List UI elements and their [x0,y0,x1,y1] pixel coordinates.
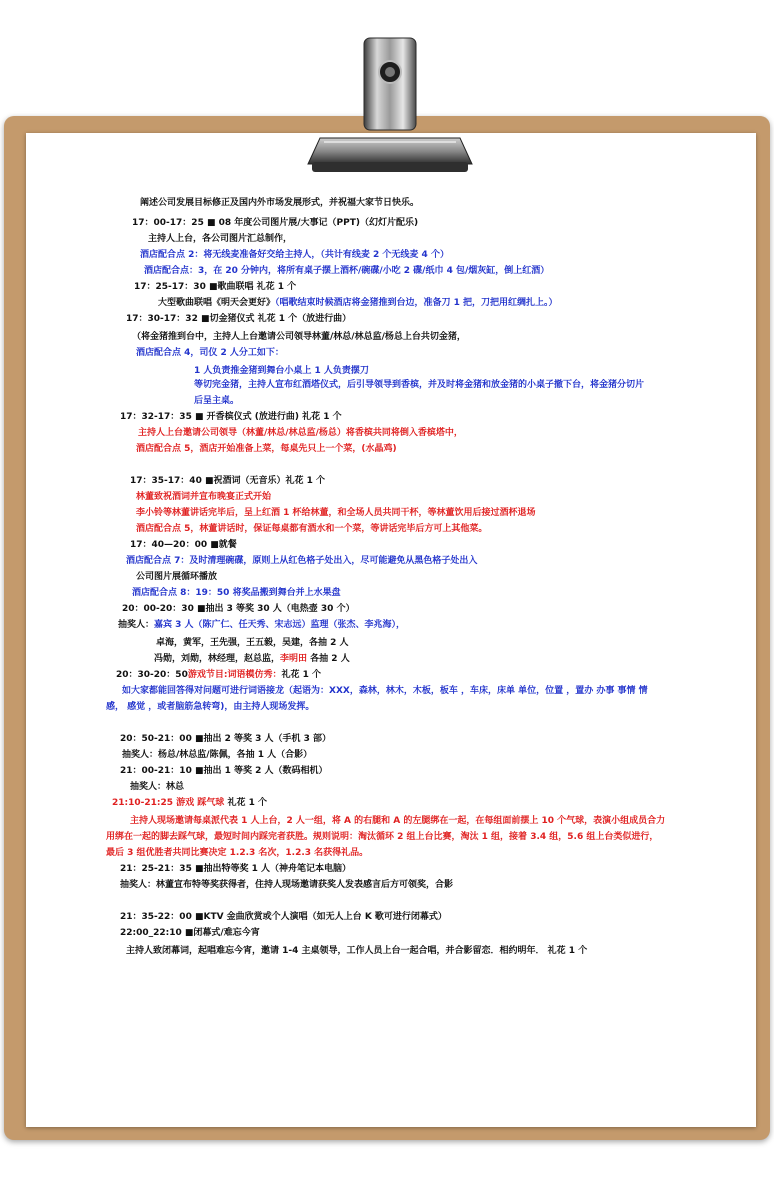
text-line: 酒店配合点 2：将无线麦准备好交给主持人，（共计有线麦 2 个无线麦 4 个） [140,250,449,260]
text-line [116,669,321,681]
text-line: 17：25-17：30 ■歌曲联唱 礼花 1 个 [134,282,297,292]
text-line: 后呈主桌。 [194,396,240,406]
text-line: 17：40—20：00 ■就餐 [130,540,237,550]
text-line: 21：00-21：10 ■抽出 1 等奖 2 人（数码相机） [120,766,328,776]
text-line: 最后 3 组优胜者共同比赛决定 1.2.3 名次，1.2.3 名获得礼品。 [106,848,369,858]
binder-clip-icon [300,30,480,180]
text-line: 酒店配合点 7：及时清理碗碟，原则上从红色格子处出入，尽可能避免从黑色格子处出入 [126,556,478,566]
text-segment: 冯勋，刘勋，林经理，赵总监， [154,654,281,664]
text-line: 林董致祝酒词并宣布晚宴正式开始 [136,492,272,502]
text-segment: 礼花 1 个 [224,798,267,808]
text-line [112,797,267,809]
text-line: 21：25-21：35 ■抽出特等奖 1 人（神舟笔记本电脑） [120,864,351,874]
text-line: 阐述公司发展目标修正及国内外市场发展形式，并祝福大家节日快乐。 [140,198,420,208]
paper-sheet [26,133,756,1127]
text-line: 17：00-17：25 ■ 08 年度公司图片展/大事记（PPT)（幻灯片配乐) [132,218,419,228]
text-line [118,619,405,631]
text-line: （将金猪推到台中，主持人上台邀请公司领导林董/林总/林总监/杨总上台共切金猪， [132,332,466,342]
text-segment: 抽奖人： [118,620,155,630]
text-line: 酒店配合点 5，林董讲话时，保证每桌都有酒水和一个菜，等讲话完毕后方可上其他菜。 [136,524,488,534]
text-segment-highlight: 21:10-21:25 游戏 踩气球 [112,798,225,808]
text-line: 17：35-17：40 ■祝酒词（无音乐）礼花 1 个 [130,476,325,486]
text-line: 主持人上台邀请公司领导（林董/林总/林总监/杨总）将香槟共同将倒入香槟塔中， [138,428,463,438]
text-line: 李小铃等林董讲话完毕后，呈上红酒 1 杯给林董，和全场人员共同干杯，等林董饮用后接过酒杯退场 [136,508,536,518]
text-line [158,297,558,309]
text-segment: 礼花 1 个 [281,670,321,680]
text-line: 22:00_22:10 ■闭幕式/难忘今宵 [120,928,260,938]
text-line: 用绑在一起的脚去踩气球，最短时间内踩完者获胜。规则说明：淘汰循环 2 组上台比赛，淘汰 1 组，接着 3.4 组，5.6 组上台类似进行， [106,832,659,842]
text-segment: 各抽 2 人 [307,654,350,664]
text-line: 公司图片展循环播放 [136,572,218,582]
text-segment-highlight: 嘉宾 3 人（陈广仁、任天秀、宋志远）监理（张杰、李兆海）， [154,620,406,630]
text-line: 酒店配合点 5，酒店开始准备上菜，每桌先只上一个菜，(水晶鸡) [136,444,397,454]
text-segment: 20：30-20：50 [116,670,188,680]
text-segment-highlight: （唱歌结束时候酒店将金猪推到台边，准备刀 1 把，刀把用红绸扎上。） [275,298,558,308]
text-line: 卓海，黄军，王先强，王五毅，吴建，各抽 2 人 [156,638,349,648]
text-line [154,653,350,665]
text-line: 17：32-17：35 ■ 开香槟仪式 (放进行曲) 礼花 1 个 [120,412,342,422]
text-line: 20：00-20：30 ■抽出 3 等奖 30 人（电热壶 30 个） [122,604,355,614]
text-line: 如大家都能回答得对问题可进行词语接龙（起语为：XXX，森林，林木，木板，板车 ，车床，床单 单位，位置 ，置办 办事 事情 情 [122,686,648,696]
text-line: 21：35-22：00 ■KTV 金曲欣赏或个人演唱（如无人上台 K 歌可进行闭幕式） [120,912,447,922]
text-line: 感， 感觉 ，或者脑筋急转弯)，由主持人现场发挥。 [106,702,315,712]
text-line: 20：50-21：00 ■抽出 2 等奖 3 人（手机 3 部） [120,734,332,744]
text-line: 主持人现场邀请每桌派代表 1 人上台，2 人一组，将 A 的右腿和 A 的左腿绑在一起，在每组面前摆上 10 个气球，表演小组成员合力 [130,816,666,826]
text-segment: 大型歌曲联唱《明天会更好》 [158,298,276,308]
text-line: 1 人负责推金猪到舞台小桌上 1 人负责摆刀 [194,366,369,376]
text-line: 酒店配合点：3，在 20 分钟内，将所有桌子摆上酒杯/碗碟/小吃 2 碟/纸巾 4 包/烟灰缸，倒上红酒） [144,266,550,276]
text-line: 等切完金猪，主持人宣布红酒塔仪式，后引导领导到香槟，并及时将金猪和放金猪的小桌子撤下台，将金猪分切片 [194,380,645,390]
text-line: 抽奖人：林总 [130,782,185,792]
text-line: 抽奖人：林董宣布特等奖获得者，住持人现场邀请获奖人发表感言后方可领奖，合影 [120,880,454,890]
text-line: 17：30-17：32 ■切金猪仪式 礼花 1 个（放进行曲） [126,314,352,324]
text-line: 主持人致闭幕词，起唱难忘今宵，邀请 1-4 主桌领导，工作人员上台一起合唱，并合影留恋．相约明年． 礼花 1 个 [126,946,588,956]
text-line: 酒店配合点 8：19：50 将奖品搬到舞台并上水果盘 [132,588,341,598]
text-line: 抽奖人：杨总/林总监/陈佩，各抽 1 人（合影） [122,750,313,760]
text-segment-highlight: 李明田 [280,654,308,664]
text-line: 主持人上台，各公司图片汇总制作， [148,234,293,244]
text-segment-highlight: 游戏节目:词语模仿秀： [187,670,282,680]
text-line: 酒店配合点 4，司仪 2 人分工如下： [136,348,284,358]
